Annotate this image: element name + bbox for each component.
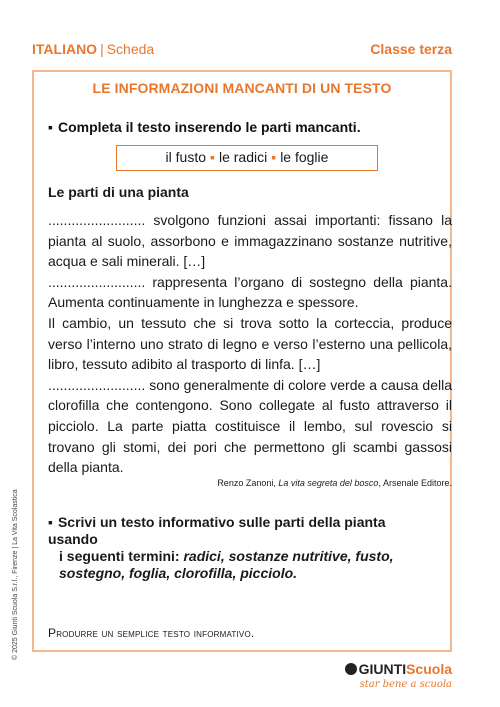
- text-subtitle: Le parti di una pianta: [48, 184, 189, 200]
- source-book-title: La vita segreta del bosco: [278, 478, 379, 488]
- header-left: [32, 41, 154, 57]
- brand-name-orange: Scuola: [406, 661, 452, 677]
- task-2-bullet: ▪: [48, 514, 53, 530]
- frame-bottom-border: [32, 650, 452, 652]
- passage: [48, 210, 452, 478]
- word-box: [116, 145, 378, 171]
- task-1-text: Completa il testo inserendo le parti mancanti.: [57, 119, 361, 135]
- word-item: il fusto: [165, 149, 206, 165]
- brand-tagline: star bene a scuola: [359, 679, 452, 690]
- source-publisher: , Arsenale Editore.: [378, 478, 452, 488]
- word-item: le foglie: [280, 149, 329, 165]
- source-citation: [217, 478, 452, 488]
- frame-top-border: [32, 70, 452, 72]
- page-header: [32, 41, 452, 63]
- publisher-brand: [345, 661, 452, 690]
- subject-label: ITALIANO: [32, 41, 98, 57]
- learning-objective: Produrre un semplice testo informativo.: [48, 626, 255, 640]
- task-2-line-3: sostegno, foglia, clorofilla, picciolo.: [59, 565, 298, 581]
- passage-paragraph: ......................... sono generalmente di colore verde a causa della clorofilla che contengono. Sono collegate al fusto attraverso il picciolo. La parte piatta costituisce il lembo, sul rovescio si trovano gli stomi, dei pori che permettono gli scambi gassosi della pianta.: [48, 376, 452, 476]
- worksheet-title: LE INFORMAZIONI MANCANTI DI UN TESTO: [92, 80, 392, 96]
- copyright-credit: © 2025 Giunti Scuola S.r.l., Firenze | La Vita Scolastica: [12, 489, 19, 660]
- passage-paragraph: ......................... svolgono funzioni assai importanti: fissano la pianta al suolo, assorbono e immagazzinano sostanze nutritive, acqua e sali minerali. […]: [48, 212, 452, 270]
- task-2-line-1: [48, 514, 428, 548]
- word-item: le radici: [218, 149, 268, 165]
- brand-name-dark: GIUNTI: [358, 661, 407, 677]
- source-author: Renzo Zanoni,: [217, 478, 276, 488]
- brand-name: [345, 661, 452, 677]
- task-2-line-2: [48, 548, 428, 565]
- task-2-text: Scrivi un testo informativo sulle parti della pianta usando: [48, 514, 386, 547]
- header-separator: |: [100, 41, 104, 57]
- word-separator: ▪: [210, 149, 215, 165]
- giunti-logo-icon: [345, 663, 357, 675]
- word-separator: ▪: [271, 149, 277, 165]
- passage-paragraph: Il cambio, un tessuto che si trova sotto la corteccia, produce verso l’interno uno strato di legno e verso l’esterno una pellicola, libro, tessuto adibito al trasporto di linfa. […]: [48, 314, 452, 373]
- sheet-type-label: Scheda: [106, 41, 155, 57]
- task-1: [48, 119, 361, 135]
- task-2: [48, 514, 428, 582]
- task-2-terms: radici, sostanze nutritive, fusto,: [183, 548, 394, 564]
- task-2-text: i seguenti termini:: [59, 548, 180, 564]
- passage-paragraph: ......................... rappresenta l’organo di sostegno della pianta. Aumenta continuamente in lunghezza e spessore.: [48, 273, 452, 311]
- class-level-label: Classe terza: [370, 41, 452, 57]
- task-1-bullet: ▪: [48, 119, 53, 135]
